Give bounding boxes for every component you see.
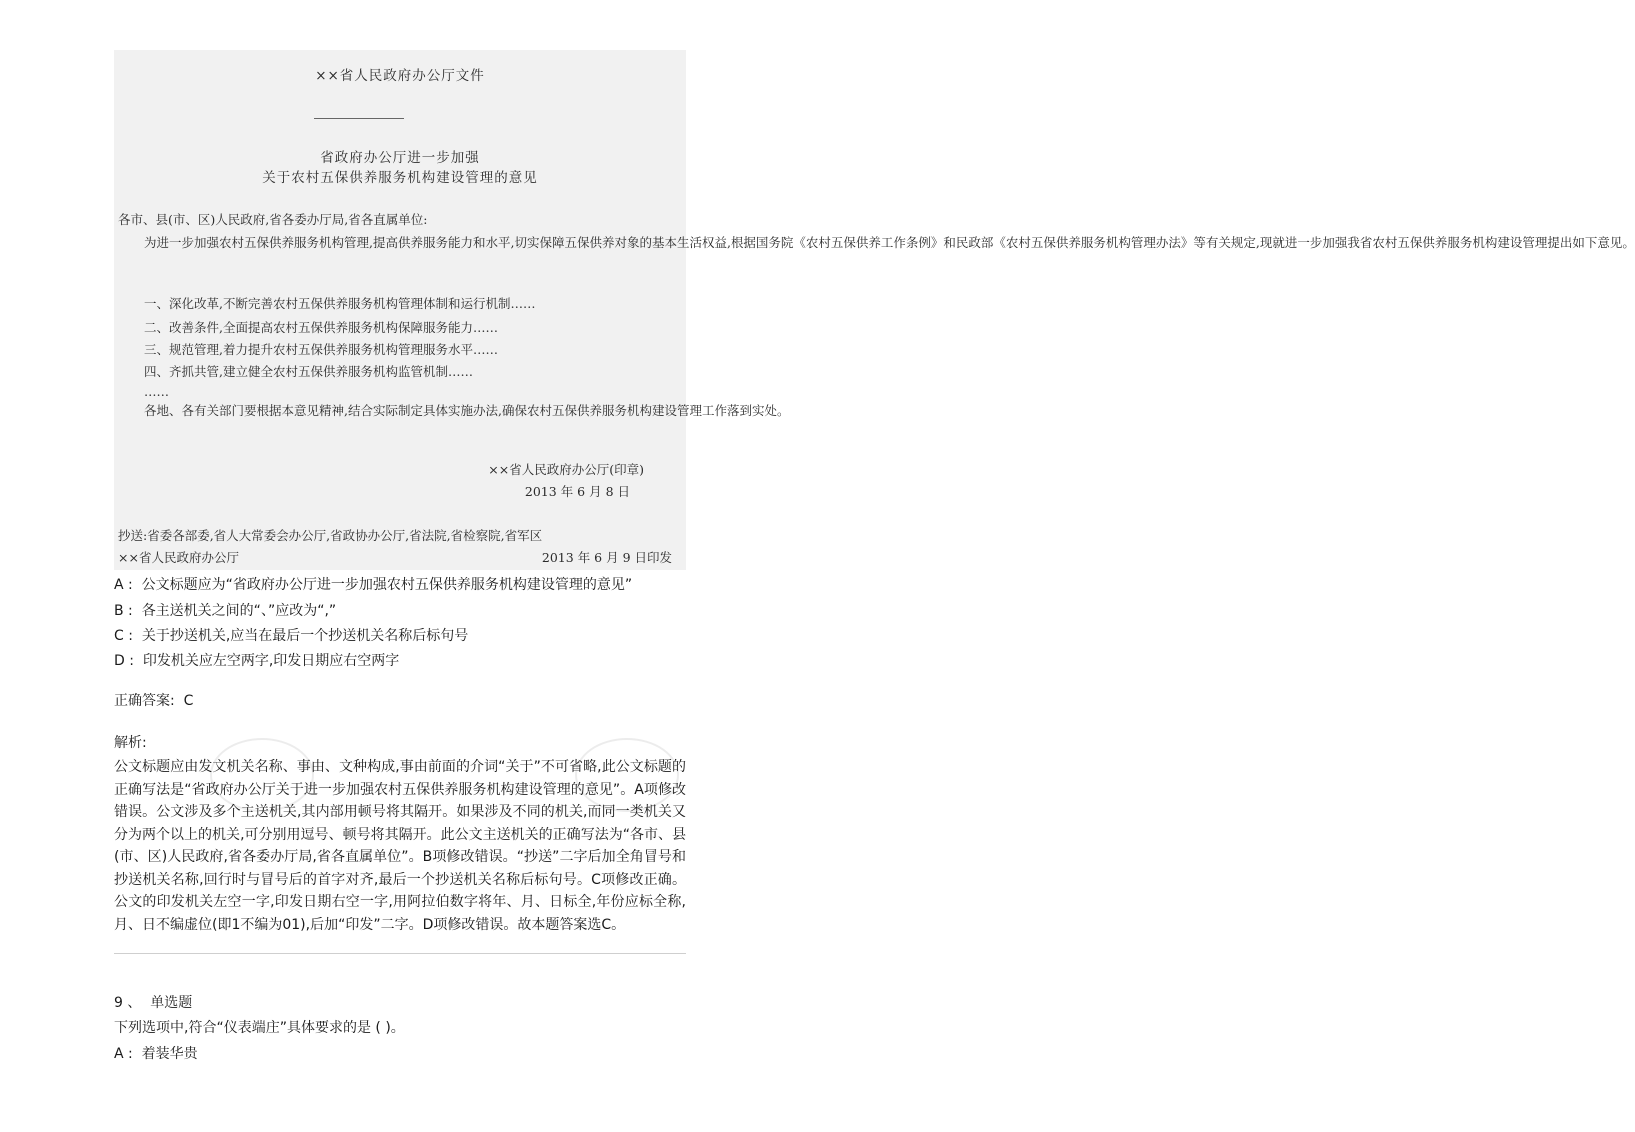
doc-printing-office: ××省人民政府办公厅	[118, 550, 239, 565]
option-c	[114, 625, 468, 645]
option-d-letter: D :	[114, 653, 134, 669]
option-a	[114, 574, 632, 594]
question-9-option-a-text: 着装华贵	[141, 1046, 198, 1062]
doc-ellipsis: ……	[144, 384, 169, 399]
option-a-letter: A :	[114, 577, 133, 593]
doc-closing-paragraph: 各地、各有关部门要根据本意见精神,结合实际制定具体实施办法,确保农村五保供养服务机构建设管理工作落到实处。	[144, 403, 790, 418]
option-d	[114, 650, 399, 670]
option-b	[114, 600, 336, 620]
question-9-type: 单选题	[150, 995, 193, 1011]
doc-item-1: 一、深化改革,不断完善农村五保供养服务机构管理体制和运行机制……	[144, 296, 536, 311]
doc-issue-date: 2013 年 6 月 8 日	[524, 484, 630, 499]
doc-print-date: 2013 年 6 月 9 日印发	[541, 550, 672, 565]
question-9-option-a	[114, 1043, 198, 1063]
doc-body-paragraph: 为进一步加强农村五保供养服务机构管理,提高供养服务能力和水平,切实保障五保供养对象的基本生活权益,根据国务院《农村五保供养工作条例》和民政部《农村五保供养服务机构管理办法》等有关规定,现就进一步加强我省农村五保供养服务机构建设管理提出如下意见。	[144, 235, 1635, 250]
option-a-text: 公文标题应为“省政府办公厅进一步加强农村五保供养服务机构建设管理的意见”	[141, 577, 633, 593]
option-d-text: 印发机关应左空两字,印发日期应右空两字	[142, 653, 400, 669]
doc-item-2: 二、改善条件,全面提高农村五保供养服务机构保障服务能力……	[144, 320, 498, 335]
question-separator	[114, 953, 686, 954]
option-b-text: 各主送机关之间的“、”应改为“,”	[141, 603, 337, 619]
document-scan-image	[114, 50, 1635, 570]
question-9-option-a-letter: A :	[114, 1046, 133, 1062]
option-c-text: 关于抄送机关,应当在最后一个抄送机关名称后标句号	[141, 628, 469, 644]
doc-header-rule	[314, 118, 404, 119]
question-9-stem: 下列选项中,符合“仪表端庄”具体要求的是 ( )。	[114, 1020, 405, 1036]
doc-item-4: 四、齐抓共管,建立健全农村五保供养服务机构监管机制……	[144, 364, 473, 379]
doc-title-line-1: 省政府办公厅进一步加强	[320, 150, 480, 166]
option-c-letter: C :	[114, 628, 133, 644]
analysis-text: 公文标题应由发文机关名称、事由、文种构成,事由前面的介词“关于”不可省略,此公文标题的正确写法是“省政府办公厅关于进一步加强农村五保供养服务机构建设管理的意见”。A项修改错误。公文涉及多个主送机关,其内部用顿号将其隔开。如果涉及不同的机关,而同一类机关又分为两个以上的机关,可分别用逗号、顿号将其隔开。此公文主送机关的正确写法为“各市、县(市、区)人民政府,省各委办厅局,省各直属单位”。B项修改错误。“抄送”二字后加全角冒号和抄送机关名称,回行时与冒号后的首字对齐,最后一个抄送机关名称后标句号。C项修改正确。公文的印发机关左空一字,印发日期右空一字,用阿拉伯数字将年、月、日标全,年份应标全称,月、日不编虚位(即1不编为01),后加“印发”二字。D项修改错误。故本题答案选C。	[114, 759, 686, 933]
doc-header: ××省人民政府办公厅文件	[315, 68, 485, 84]
correct-answer-value: C	[183, 693, 194, 709]
doc-item-3: 三、规范管理,着力提升农村五保供养服务机构管理服务水平……	[144, 342, 498, 357]
correct-answer	[114, 690, 193, 710]
question-9-number: 9 、	[114, 995, 142, 1011]
option-b-letter: B :	[114, 603, 133, 619]
doc-cc-line: 抄送:省委各部委,省人大常委会办公厅,省政协办公厅,省法院,省检察院,省军区	[118, 528, 543, 543]
doc-issuer: ××省人民政府办公厅(印章)	[488, 462, 644, 477]
analysis-label: 解析:	[114, 735, 147, 751]
question-9-header	[114, 992, 192, 1012]
doc-title-line-2: 关于农村五保供养服务机构建设管理的意见	[262, 170, 538, 186]
correct-answer-label: 正确答案:	[114, 693, 175, 709]
doc-recipients: 各市、县(市、区)人民政府,省各委办厅局,省各直属单位:	[118, 212, 428, 227]
